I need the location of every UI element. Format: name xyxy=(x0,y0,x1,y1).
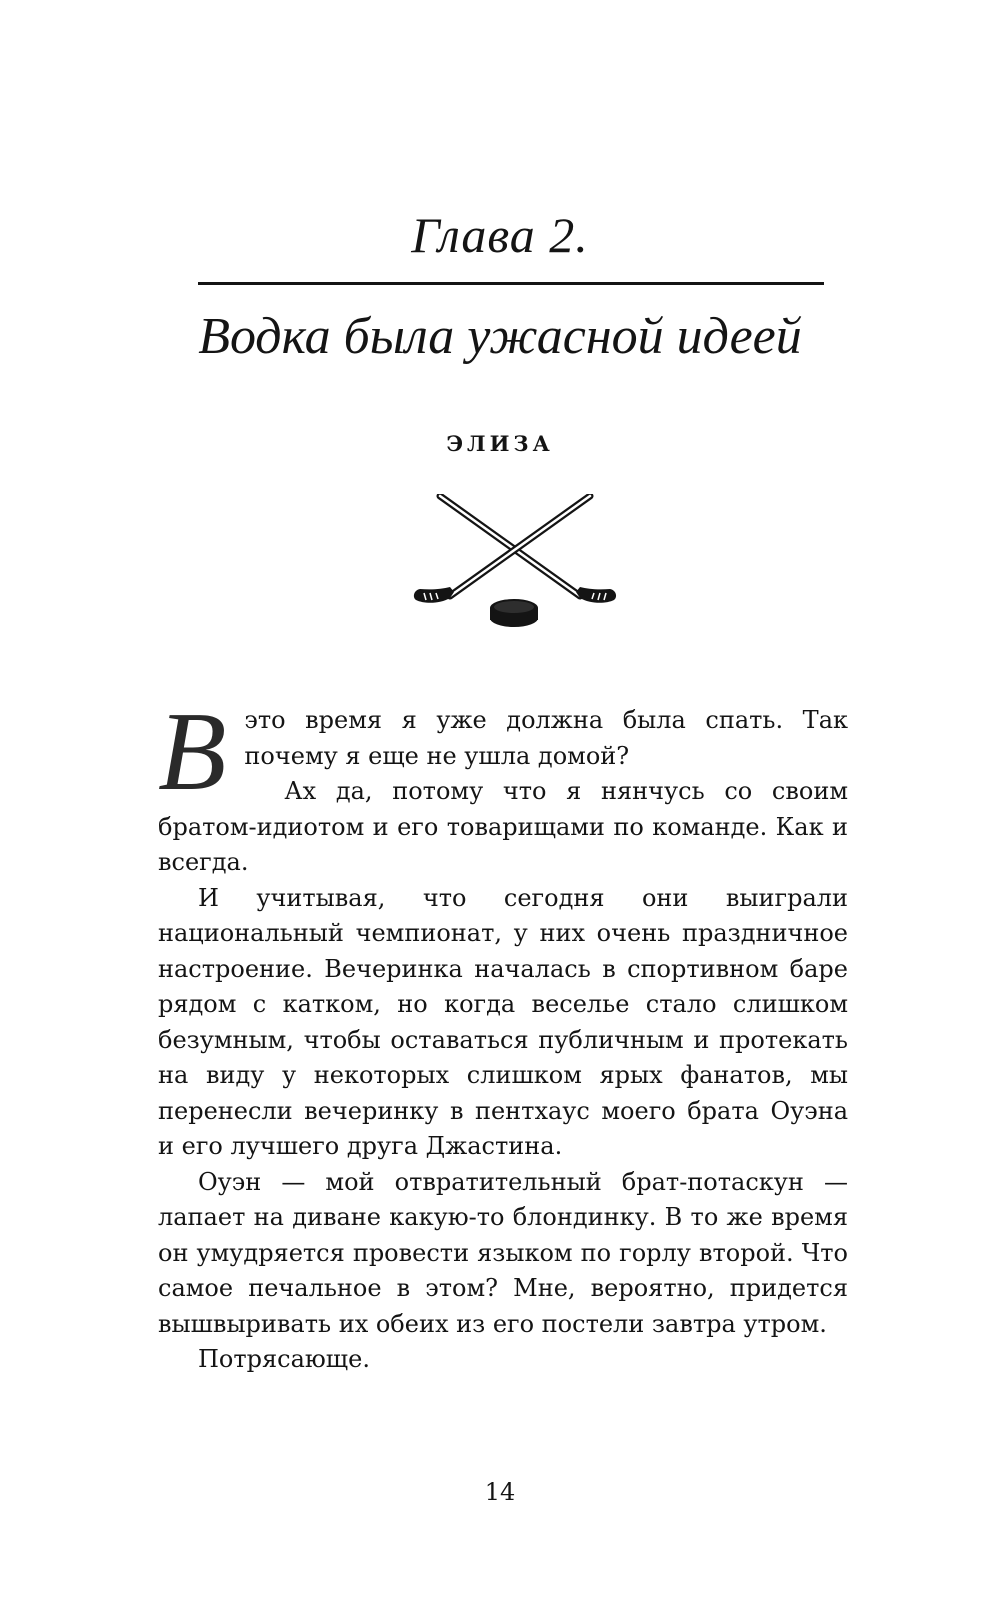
chapter-body xyxy=(158,690,848,1378)
paragraph-2: Ах да, потому что я нянчусь со своим братом-идиотом и его товарищами по команде. Как и всегда. xyxy=(158,777,848,876)
pov-character: ЭЛИЗА xyxy=(446,431,554,456)
chapter-title: Водка была ужасной идеей xyxy=(198,308,802,365)
drop-cap: В xyxy=(158,690,227,814)
crossed-hockey-sticks-icon xyxy=(410,494,620,644)
hockey-puck-icon xyxy=(490,599,538,627)
title-divider xyxy=(198,282,824,285)
page-number: 14 xyxy=(484,1478,516,1506)
chapter-label: Глава 2. xyxy=(411,207,589,263)
paragraph-4: Оуэн — мой отвратительный брат-потаскун — лапает на диване какую-то блондинку. В то же время он умудряется провести языком по горлу второй. Что самое печальное в этом? Мне, вероятно, придется вышвыривать их обеих из его постели завтра утром. xyxy=(158,1167,848,1338)
paragraph-3: И учитывая, что сегодня они выиграли национальный чемпионат, у них очень праздничное настроение. Вечеринка началась в спортивном баре рядом с катком, но когда веселье стало слишком безумным, чтобы оставаться публичным и протекать на виду у некоторых слишком ярых фанатов, мы перенесли вечеринку в пентхаус моего брата Оуэна и его лучшего друга Джастина. xyxy=(158,883,848,1160)
hockey-stick-blade-right xyxy=(576,587,616,603)
paragraph-1: это время я уже должна была спать. Так почему я еще не ушла домой? xyxy=(244,706,848,770)
hockey-stick-blade-left xyxy=(414,587,454,603)
paragraph-5: Потрясающе. xyxy=(198,1345,370,1373)
